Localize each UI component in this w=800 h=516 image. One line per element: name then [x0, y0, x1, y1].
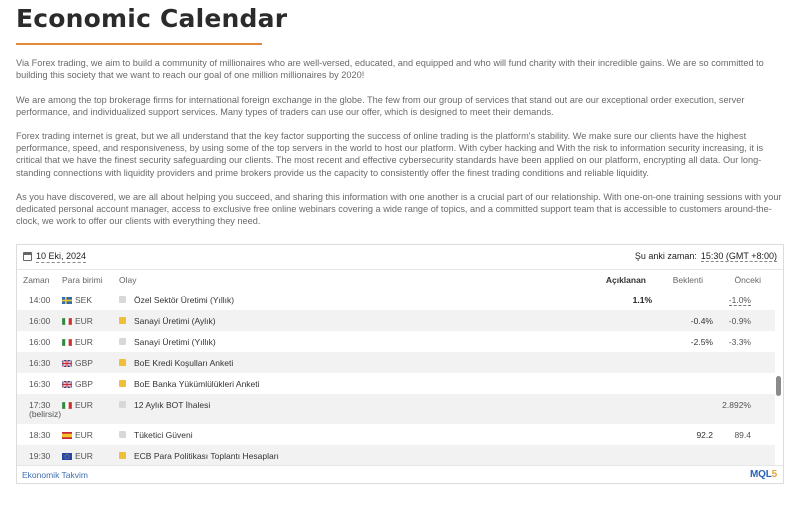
mql5-logo[interactable] — [750, 469, 777, 480]
event-currency: SEK — [75, 295, 93, 305]
event-currency: GBP — [75, 379, 93, 389]
event-row[interactable] — [17, 373, 775, 394]
event-actual: 1.1% — [632, 295, 652, 305]
economic-calendar-link[interactable]: Ekonomik Takvim — [22, 470, 88, 480]
event-forecast: -2.5% — [690, 337, 713, 347]
flag-it-icon — [62, 338, 72, 345]
scroll-thumb[interactable] — [776, 376, 781, 396]
event-previous: 89.4 — [734, 430, 751, 440]
timezone-selector[interactable]: 15:30 (GMT +8:00) — [700, 251, 777, 261]
event-name[interactable]: BoE Kredi Koşulları Anketi — [134, 358, 234, 368]
event-previous: -1.0% — [728, 295, 751, 305]
header-previous: Önceki — [734, 275, 761, 285]
event-currency: EUR — [75, 337, 93, 347]
flag-it-icon — [62, 317, 72, 324]
event-time-note: (belirsiz) — [29, 409, 62, 419]
event-previous: -3.3% — [728, 337, 751, 347]
importance-mid-icon — [119, 380, 126, 387]
event-previous: -0.9% — [728, 316, 751, 326]
calendar-toolbar — [17, 245, 783, 270]
event-currency: EUR — [75, 316, 93, 326]
events-list — [17, 289, 775, 465]
date-selector[interactable]: 10 Eki, 2024 — [36, 251, 87, 261]
current-time-label: Şu anki zaman: — [634, 251, 697, 261]
event-row[interactable] — [17, 310, 775, 331]
event-time: 14:00 — [29, 295, 51, 305]
intro-paragraph-4: As you have discovered, we are all about helping you succeed, and sharing this information with one another is a crucial part of our relationship. With one-on-one training sessions with your dedicated personal account manager, access to exclusive free online webinars covering a wide range of topics, and a committed support team that is accessible to customers around-the-clock, we work to offer our clients with everything they need. — [16, 192, 782, 227]
event-currency: EUR — [75, 400, 93, 410]
event-time: 17:30 — [29, 400, 51, 410]
event-row[interactable] — [17, 424, 775, 445]
flag-se-icon — [62, 296, 72, 303]
economic-calendar-widget — [16, 244, 784, 484]
importance-low-icon — [119, 401, 126, 408]
event-row[interactable] — [17, 445, 775, 465]
event-time: 19:30 — [29, 451, 51, 461]
importance-mid-icon — [119, 359, 126, 366]
brand-main: MQL — [750, 469, 772, 480]
event-currency: GBP — [75, 358, 93, 368]
importance-low-icon — [119, 338, 126, 345]
calendar-footer — [17, 465, 783, 484]
event-currency: EUR — [75, 451, 93, 461]
event-name[interactable]: 12 Aylık BOT İhalesi — [134, 400, 211, 410]
intro-paragraph-1: Via Forex trading, we aim to build a community of millionaires who are well-versed, educated, and equipped and who will fund charity with their incredible gains. We are so committed to building this society that we want to reach our goal of one million millionaires by 2020! — [16, 58, 764, 81]
event-name[interactable]: Özel Sektör Üretimi (Yıllık) — [134, 295, 235, 305]
title-underline — [16, 43, 262, 45]
importance-low-icon — [119, 296, 126, 303]
table-header — [17, 272, 783, 288]
event-row[interactable] — [17, 394, 775, 424]
flag-it-icon — [62, 401, 72, 408]
flag-eu-icon — [62, 452, 72, 459]
event-previous: 2.892% — [722, 400, 751, 410]
event-name[interactable]: ECB Para Politikası Toplantı Hesapları — [134, 451, 279, 461]
event-name[interactable]: Sanayi Üretimi (Aylık) — [134, 316, 216, 326]
event-time: 16:00 — [29, 337, 51, 347]
importance-mid-icon — [119, 452, 126, 459]
current-time — [635, 251, 777, 262]
flag-gb-icon — [62, 359, 72, 366]
flag-es-icon — [62, 431, 72, 438]
brand-accent: 5 — [771, 469, 777, 480]
event-row[interactable] — [17, 352, 775, 373]
header-event: Olay — [119, 275, 137, 285]
header-time: Zaman — [23, 275, 50, 285]
event-row[interactable] — [17, 331, 775, 352]
calendar-icon[interactable] — [23, 252, 32, 261]
header-actual: Açıklanan — [605, 275, 646, 285]
event-forecast: -0.4% — [690, 316, 713, 326]
event-name[interactable]: BoE Banka Yükümlülükleri Anketi — [134, 379, 260, 389]
event-time: 16:30 — [29, 379, 51, 389]
event-time: 16:00 — [29, 316, 51, 326]
header-currency: Para birimi — [62, 275, 103, 285]
header-forecast: Beklenti — [672, 275, 703, 285]
event-time: 16:30 — [29, 358, 51, 368]
intro-paragraph-2: We are among the top brokerage firms for international foreign exchange in the globe. The few from our group of services that stand out are our exceptional order execution, server performance, and individualized support services. Many types of traders can use our offer, which is designed to meet their demands. — [16, 95, 745, 118]
event-time: 18:30 — [29, 430, 51, 440]
event-currency: EUR — [75, 430, 93, 440]
event-name[interactable]: Sanayi Üretimi (Yıllık) — [134, 337, 216, 347]
importance-mid-icon — [119, 317, 126, 324]
event-forecast: 92.2 — [696, 430, 713, 440]
event-row[interactable] — [17, 289, 775, 310]
flag-gb-icon — [62, 380, 72, 387]
page-title: Economic Calendar — [16, 4, 288, 33]
importance-low-icon — [119, 431, 126, 438]
event-name[interactable]: Tüketici Güveni — [134, 430, 193, 440]
intro-paragraph-3: Forex trading internet is great, but we all understand that the key factor supporting the success of online trading is the platform's stability. We make sure our clients have the highest performance, speed, and responsiveness, by using some of the top servers in the world to host our platform. With cyber hacking and With the risk to information security increasing, it is critical that we have the finest security safeguarding our clients. The most recent and effective cybersecurity standards have been applied on our platform, encrypting all data. Our long-standing connections with liquidity providers and prime brokers provide us the capacity to consistently offer the finest trading conditions and reliable liquidity. — [16, 131, 764, 178]
scrollbar[interactable] — [776, 289, 782, 465]
